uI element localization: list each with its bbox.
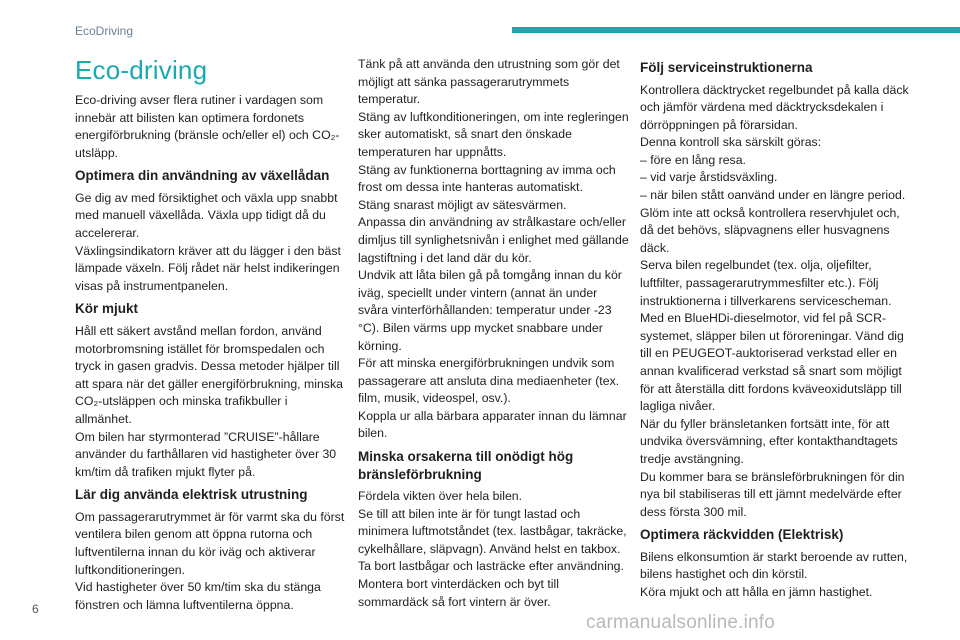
- section-heading: Optimera räckvidden (Elektrisk): [640, 527, 844, 543]
- paragraph: För att minska energiförbrukningen undvik som passagerare att ansluta dina mediaenheter (tex. film, musik, videospel, osv.).: [358, 356, 620, 406]
- section-reduce-consumption: [358, 448, 630, 611]
- paragraph: Stäng snarast möjligt av sätesvärmen.: [358, 197, 567, 212]
- paragraph: Anpassa din användning av strålkastare och/eller dimljus till synlighetsnivån i enlighet med gällande lagstiftning i det land där du kör.: [358, 215, 629, 265]
- section-heading: Kör mjukt: [75, 301, 139, 317]
- intro-text: [75, 92, 347, 162]
- section-electrical-equipment: [75, 486, 347, 614]
- list-item: – när bilen stått oanvänd under en längre period.: [640, 188, 906, 203]
- list-item: – vid varje årstidsväxling.: [640, 170, 778, 185]
- paragraph: Kontrollera däcktrycket regelbundet på kalla däck och jämför värdena med däcktrycksdekalen i dörröppningen på förarsidan.: [640, 82, 909, 132]
- paragraph: Koppla ur alla bärbara apparater innan du lämnar bilen.: [358, 408, 627, 441]
- section-heading: Lär dig använda elektrisk utrustning: [75, 487, 308, 503]
- paragraph: När du fyller bränsletanken fortsätt inte, för att undvika översvämning, efter kontakthandtagets tredje avstängning.: [640, 416, 898, 466]
- paragraph: Fördela vikten över hela bilen.: [358, 489, 523, 504]
- section-heading: Optimera din användning av växellådan: [75, 168, 330, 184]
- paragraph: Stäng av luftkonditioneringen, om inte regleringen sker automatiskt, så snart den önskade temperaturen har uppnåtts.: [358, 109, 629, 159]
- watermark: carmanualsonline.info: [586, 612, 776, 633]
- section-heading: Minska orsakerna till onödigt hög bränsleförbrukning: [358, 449, 574, 482]
- paragraph: Med en BlueHDi-dieselmotor, vid fel på SCR-systemet, släpper bilen ut föroreningar. Vänd dig till en PEUGEOT-auktoriserad verkstad eller en annan kvalificerad verkstad så snart som möjligt för att återställa ditt fordons kväveoxidutsläpp till lagliga nivåer.: [640, 311, 904, 414]
- paragraph: Serva bilen regelbundet (tex. olja, oljefilter, luftfilter, passagerarutrymmesfilter etc.). Följ instruktionerna i tillverkarens servicescheman.: [640, 258, 892, 308]
- paragraph: Växlingsindikatorn kräver att du lägger i den bäst lämpade växeln. Följ rådet när helst indikeringen visas på instrumentpanelen.: [75, 243, 341, 293]
- paragraph: Håll ett säkert avstånd mellan fordon, använd motorbromsning istället för bromspedalen och tryck in gasen gradvis. Dessa metoder hjälper till att spara när det gäller energiförbrukning, minska CO₂-utsläppen och minska trafikbuller i allmänhet.: [75, 323, 343, 426]
- paragraph: Tänk på att använda den utrustning som gör det möjligt att sänka passagerarutrymmets temperatur.: [358, 57, 620, 107]
- column-1: [75, 54, 347, 619]
- equipment-tips: [358, 56, 630, 443]
- paragraph: Se till att bilen inte är för tungt lastad och minimera luftmotståndet (tex. lastbågar, takräcke, cykelhållare, släpvagn). Använd helst en takbox.: [358, 506, 627, 556]
- paragraph: Bilens elkonsumtion är starkt beroende av rutten, bilens hastighet och din körstil.: [640, 549, 908, 582]
- section-service-instructions: [640, 59, 912, 521]
- section-drive-smoothly: [75, 300, 347, 481]
- paragraph: Stäng av funktionerna borttagning av imma och frost om dessa inte hanteras automatiskt.: [358, 162, 616, 195]
- section-optimize-range: [640, 526, 912, 601]
- paragraph: Montera bort vinterdäcken och byt till sommardäck så fort vintern är över.: [358, 577, 559, 609]
- paragraph: Ta bort lastbågar och lasträcke efter användning.: [358, 559, 624, 574]
- paragraph: Denna kontroll ska särskilt göras:: [640, 135, 822, 150]
- running-header: EcoDriving: [75, 24, 134, 38]
- paragraph: Du kommer bara se bränsleförbrukningen för din nya bil stabiliseras till ett jämnt medelvärde efter dess första 300 mil.: [640, 469, 905, 519]
- list-item: – före en lång resa.: [640, 152, 746, 167]
- paragraph: Om bilen har styrmonterad ”CRUISE”-hållare använder du farthållaren vid hastigheter över 30 km/tim då trafiken mjukt flyter på.: [75, 429, 337, 479]
- paragraph: Vid hastigheter över 50 km/tim ska du stänga fönstren och lämna luftventilerna öppna.: [75, 580, 321, 612]
- column-2: [358, 56, 630, 616]
- page-number: 6: [32, 602, 39, 616]
- section-heading: Följ serviceinstruktionerna: [640, 60, 813, 75]
- paragraph: Köra mjukt och att hålla en jämn hastighet.: [640, 585, 873, 600]
- paragraph: Om passagerarutrymmet är för varmt ska du först ventilera bilen genom att öppna rutorna och luftventilerna innan du kör iväg och aktiverar luftkonditioneringen.: [75, 509, 345, 577]
- paragraph: Ge dig av med försiktighet och växla upp snabbt med manuell växellåda. Växla upp tidigt då du accelererar.: [75, 190, 338, 241]
- column-3: [640, 56, 912, 607]
- paragraph: Eco-driving avser flera rutiner i vardagen som innebär att bilisten kan optimera fordonets energiförbrukning (bränsle och/eller el) och CO₂-utsläpp.: [75, 93, 340, 160]
- header-accent-bar: [512, 27, 960, 33]
- section-gearbox: [75, 167, 347, 295]
- paragraph: Undvik att låta bilen gå på tomgång innan du kör iväg, speciellt under vintern (annat än under svåra vinterförhållanden: temperatur under -23 °C). Bilen värms upp mycket snabbare under körning.: [358, 268, 622, 353]
- paragraph: Glöm inte att också kontrollera reservhjulet och, då det behövs, släpvagnens eller husvagnens däck.: [640, 205, 900, 255]
- page-title: Eco-driving: [75, 55, 208, 85]
